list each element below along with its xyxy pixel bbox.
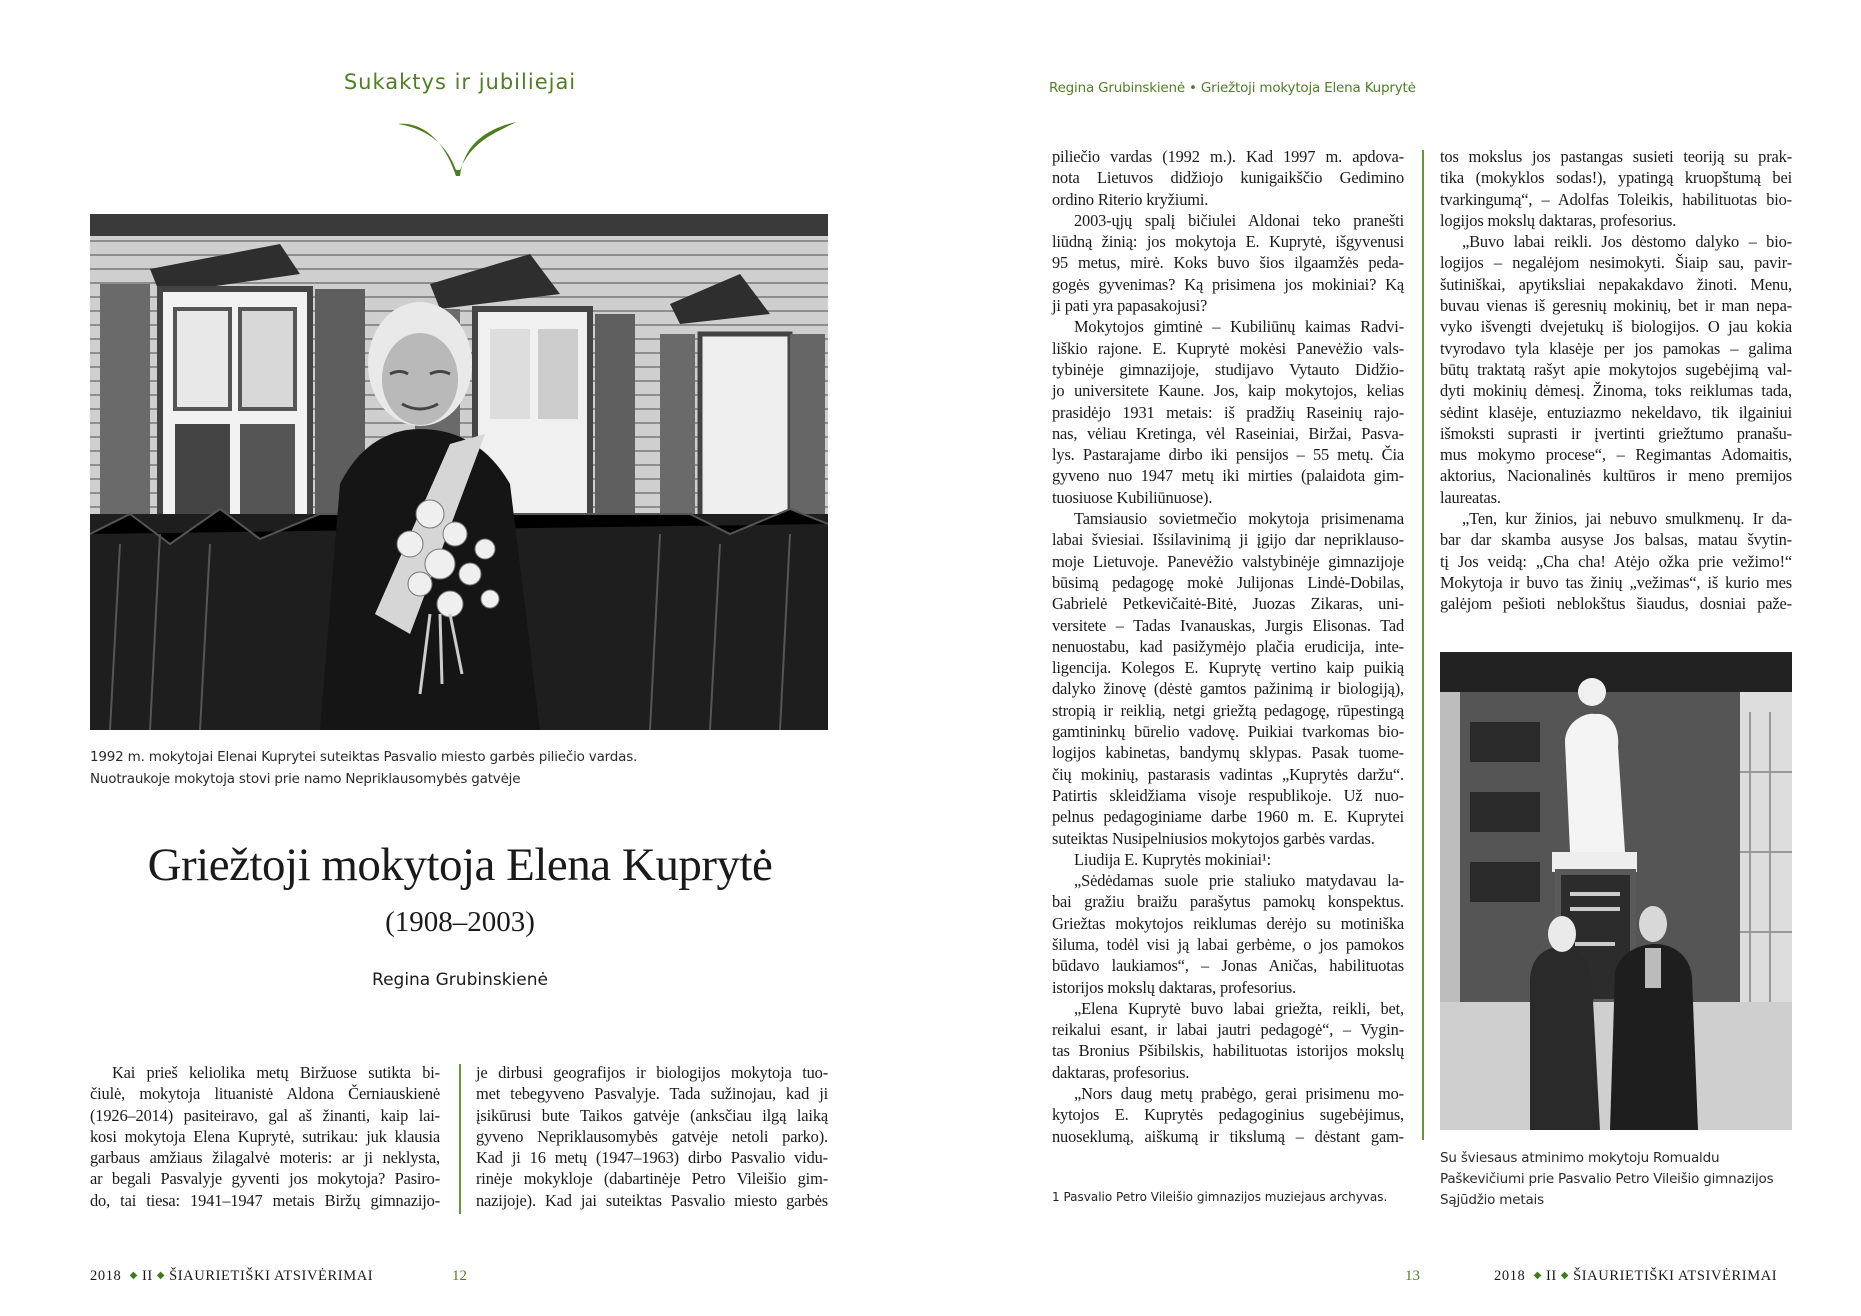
- text-line: čių mokinių, pastarasis vadintas „Kuprytės daržu“.: [1052, 764, 1404, 784]
- text-line: būtų traktatą rašyt apie mokytojos sugebėjimą val-: [1440, 359, 1792, 379]
- text-line: tika (mokyklos sodas!), ypatingą kruopštumą bei: [1440, 168, 1792, 188]
- caption-line: 1992 m. mokytojai Elenai Kuprytei suteiktas Pasvalio miesto garbės piliečio vardas.: [90, 749, 638, 765]
- text-line: liškio rajone. E. Kuprytė mokėsi Panevėžio vals-: [1052, 338, 1404, 358]
- text-line: ar begali Pasvalyje gyventi jos mokytoja? Pasiro-: [90, 1169, 440, 1189]
- text-line: „Buvo labai reikli. Jos dėstomo dalyko – bio-: [1462, 232, 1792, 252]
- text-line: laureatas.: [1440, 487, 1501, 507]
- column-rule: [459, 1064, 461, 1214]
- paragraph: [1052, 870, 1404, 998]
- text-line: nas, vėliau Kretinga, vėl Raseiniai, Biržai, Pasva-: [1052, 423, 1404, 443]
- text-line: suteiktas Nusipelniusios mokytojos garbės vardas.: [1052, 828, 1375, 848]
- text-line: bai gražiu braižu parašytus pamokų konspektus.: [1052, 892, 1404, 912]
- left-footer: [90, 1268, 373, 1285]
- paragraph: [1440, 231, 1792, 508]
- photo-teacher-with-flowers: [90, 214, 828, 730]
- text-line: istorijos mokslų daktaras, profesorius.: [1052, 977, 1297, 997]
- diamond-bullet-icon: ◆: [129, 1270, 138, 1281]
- text-line: Patirtis skleidžiama visoje respublikoje. Už nuo-: [1052, 785, 1404, 805]
- caption-line: Su šviesaus atminimo mokytoju Romualdu: [1440, 1150, 1720, 1166]
- text-line: „Nors daug metų prabėgo, gerai prisimenu mo-: [1074, 1084, 1404, 1104]
- text-line: nazijoje). Kad jai suteiktas Pasvalio miesto garbės: [476, 1190, 828, 1210]
- text-line: bar dar skamba ausyse Jos balsas, matau švytin-: [1440, 530, 1792, 550]
- text-line: nota Lietuvos didžiojo kunigaikščio Gedimino: [1052, 168, 1404, 188]
- text-line: tį Jos veidą: „Cha cha! Atėjo ožka prie vežimo!“: [1440, 551, 1792, 571]
- text-line: Mokytojos gimtinė – Kubiliūnų kaimas Radvi-: [1074, 317, 1404, 337]
- text-line: do, tai tiesa: 1941–1947 metais Biržų gimnazijo-: [90, 1190, 440, 1210]
- photo-caption: [90, 746, 637, 790]
- text-line: mus mokymo procese“, – Regimantas Adomaitis,: [1440, 445, 1792, 465]
- paragraph: [1440, 146, 1792, 231]
- text-line: versitete – Tadas Ivanauskas, Jurgis Elisonas. Tad: [1052, 615, 1404, 635]
- text-line: šiluma, todėl visi ją labai gerbėme, o jos pamokos: [1052, 934, 1404, 954]
- text-line: gyveno Nepriklausomybės gatvėje netoli parko).: [476, 1126, 828, 1146]
- text-line: tas Bronius Pšibilskis, habilituotas istorijos mokslų: [1052, 1041, 1404, 1061]
- text-line: jo universitete Kaune. Jos, kaip mokytojos, kelias: [1052, 381, 1404, 401]
- text-line: gyveno nuo 1947 metų iki mirties (palaidota gim-: [1052, 466, 1404, 486]
- text-line: šutiniškai, apytiksliai nepakakdavo žinoti. Menu,: [1440, 274, 1792, 294]
- text-line: daktaras, profesorius.: [1052, 1062, 1190, 1082]
- text-line: Kad ji 16 metų (1947–1963) dirbo Pasvalio vidu-: [476, 1148, 828, 1168]
- text-line: garbaus amžiaus žilagalvė moteris: ar ji neklysta,: [90, 1148, 440, 1168]
- footer-issue: II: [1545, 1268, 1557, 1284]
- footer-year: 2018: [90, 1268, 122, 1284]
- text-line: kytojos E. Kuprytės pedagoginius sugebėjimus,: [1052, 1105, 1404, 1125]
- text-line: nuoseklumą, aiškumą ir tikslumą – dėstant gam-: [1052, 1126, 1404, 1146]
- paragraph: [1052, 146, 1404, 210]
- text-line: stropią ir reiklią, netgi griežtą pedagogę, rūpestingą: [1052, 700, 1404, 720]
- paragraph: [1052, 210, 1404, 316]
- photo-teachers-at-monument: [1440, 652, 1792, 1130]
- text-line: 95 metus, mirė. Koks buvo šios ilgaamžės peda-: [1052, 253, 1404, 273]
- text-line: logijos kabinetas, bandymų sklypas. Pasak tuome-: [1052, 743, 1404, 763]
- text-line: sėdint klasėje, entuziazmo nekeldavo, tik ilgainiui: [1440, 402, 1792, 422]
- paragraph: [1052, 316, 1404, 508]
- text-line: būsimą pedagogę mokė Julijonas Lindė-Dobilas,: [1052, 572, 1404, 592]
- text-line: čiulė, mokytoja lituanistė Aldona Černiauskienė: [90, 1084, 440, 1104]
- text-line: būdavo laukiamos“, – Jonas Aničas, habilituotas: [1052, 956, 1404, 976]
- text-line: piliečio vardas (1992 m.). Kad 1997 m. apdova-: [1052, 147, 1404, 166]
- text-line: tuosiuose Kubiliūnuose).: [1052, 487, 1213, 507]
- running-head: Regina Grubinskienė • Griežtoji mokytoja Elena Kuprytė: [1049, 80, 1416, 96]
- text-line: įsikūrusi bute Taikos gatvėje (anksčiau ilgą laiką: [476, 1105, 828, 1125]
- text-line: 2003-ųjų spalį bičiulei Aldonai teko pranešti: [1074, 210, 1404, 230]
- text-line: labai šviesiai. Išsilavinimą ji įgijo dar nepriklauso-: [1052, 530, 1404, 550]
- text-line: (1926–2014) pasiteiravo, gal aš žinanti, kaip lai-: [90, 1105, 440, 1125]
- footnote: 1 Pasvalio Petro Vileišio gimnazijos muziejaus archyvas.: [1052, 1190, 1388, 1204]
- paragraph: [1052, 508, 1404, 849]
- text-line: Griežtas mokytojos reiklumas derėjo su motiniška: [1052, 913, 1404, 933]
- text-line: ligencija. Kolegos E. Kuprytę vertino kaip puikią: [1052, 658, 1404, 678]
- text-line: pelnus pedagoginiame darbe 1960 m. E. Kuprytei: [1052, 807, 1404, 827]
- text-line: met tebegyveno Pasvalyje. Tada sužinojau, kad ji: [476, 1084, 828, 1104]
- text-line: dyti mokinių dėmesį. Žinoma, toks reiklumas tada,: [1440, 381, 1792, 401]
- text-line: ordino Riterio kryžiumi.: [1052, 189, 1209, 209]
- text-line: tos mokslus jos pastangas susieti teoriją su prak-: [1440, 147, 1792, 166]
- text-line: logijos mokslų daktaras, profesorius.: [1440, 210, 1677, 230]
- footer-journal: ŠIAURIETIŠKI ATSIVĖRIMAI: [169, 1268, 374, 1284]
- right-footer: [1494, 1268, 1777, 1285]
- text-line: išmoksti suprasti ir įvertinti griežtumo pranašu-: [1440, 423, 1792, 443]
- caption-line: Nuotraukoje mokytoja stovi prie namo Nepriklausomybės gatvėje: [90, 771, 521, 787]
- caption-line: Sąjūdžio metais: [1440, 1192, 1544, 1208]
- text-line: moje Lietuvoje. Panevėžio valstybinėje gimnazijoje: [1052, 551, 1404, 571]
- diamond-bullet-icon: ◆: [1533, 1270, 1542, 1281]
- paragraph: [476, 1062, 828, 1211]
- article-author: Regina Grubinskienė: [372, 970, 548, 990]
- paragraph: [1440, 508, 1792, 614]
- text-line: „Ten, kur žinios, jai nebuvo smulkmenų. Ir da-: [1462, 509, 1792, 529]
- text-line: gogės gyvenimas? Ką prisimena jos mokiniai? Ką: [1052, 274, 1404, 294]
- paragraph: [1052, 1083, 1404, 1147]
- caption-line: Paškevičiumi prie Pasvalio Petro Vileišio gimnazijos: [1440, 1171, 1774, 1187]
- text-line: Gabrielė Petkevičaitė-Bitė, Juozas Zikaras, uni-: [1052, 594, 1404, 614]
- text-line: gamtininkų būrelio vadovę. Puikiai tvarkomas bio-: [1052, 722, 1404, 742]
- left-body-column-1: [90, 1062, 440, 1211]
- photo-caption: [1440, 1148, 1773, 1211]
- text-line: liūdną žinią: jos mokytoja E. Kuprytė, išgyvenusi: [1052, 232, 1404, 252]
- text-line: Liudija E. Kuprytės mokiniai¹:: [1074, 849, 1272, 869]
- text-line: dalyko žinovę (dėstė gamtos pažinimą ir biologiją),: [1052, 679, 1404, 699]
- article-dates: (1908–2003): [385, 906, 535, 938]
- text-line: buvau vienas iš geresnių mokinių, bet ir man nepa-: [1440, 296, 1792, 316]
- text-line: tvyrodavo tyla klasėje per jos pamokas – galima: [1440, 338, 1792, 358]
- diamond-bullet-icon: ◆: [1560, 1270, 1570, 1281]
- right-body-column-2: [1440, 146, 1792, 615]
- text-line: tvarkingumą“, – Adolfas Toleikis, habilituotas bio-: [1440, 189, 1792, 209]
- diamond-bullet-icon: ◆: [156, 1270, 166, 1281]
- text-line: vyko išvengti dvejetukų iš biologijos. O jau kokia: [1440, 317, 1792, 337]
- text-line: rinėje mokykloje (dabartinėje Petro Vileišio gim-: [476, 1169, 828, 1189]
- text-line: reikalui esant, ir labai jautri pedagogė“, – Vygin-: [1052, 1020, 1404, 1040]
- article-title: Griežtoji mokytoja Elena Kuprytė: [147, 839, 773, 891]
- paragraph: [1052, 998, 1404, 1083]
- paragraph: [1052, 849, 1404, 870]
- column-rule: [1422, 150, 1424, 1140]
- leaf-v-logo-icon: [398, 120, 518, 178]
- right-body-column-1: [1052, 146, 1404, 1147]
- text-line: logijos – negalėjom nesimokyti. Šiaip sau, pavir-: [1440, 253, 1792, 273]
- text-line: prasidėjo 1931 metais: iš pradžių Raseinių rajo-: [1052, 402, 1404, 422]
- page-number-left: 12: [452, 1268, 467, 1284]
- text-line: nenuostabu, kad pasižymėjo plačia erudicija, inte-: [1052, 636, 1404, 656]
- section-title: Sukaktys ir jubiliejai: [343, 70, 577, 94]
- text-line: je dirbusi geografijos ir biologijos mokytoja tuo-: [476, 1063, 828, 1082]
- footer-issue: II: [141, 1268, 153, 1284]
- text-line: Mokytoja ir buvo tas žinių „vežimas“, iš kurio mes: [1440, 572, 1792, 592]
- text-line: „Elena Kuprytė buvo labai griežta, reikli, bet,: [1074, 998, 1404, 1018]
- page-number-right: 13: [1405, 1268, 1420, 1284]
- text-line: aktorius, Nacionalinės kultūros ir meno premijos: [1440, 466, 1792, 486]
- text-line: tybinėje gimnazijoje, studijavo Vytauto Didžio-: [1052, 359, 1404, 379]
- text-line: ji pati yra papasakojusi?: [1052, 296, 1208, 316]
- footer-journal: ŠIAURIETIŠKI ATSIVĖRIMAI: [1573, 1268, 1778, 1284]
- footer-year: 2018: [1494, 1268, 1526, 1284]
- text-line: kosi mokytoja Elena Kuprytė, sutrikau: juk klausia: [90, 1126, 440, 1146]
- text-line: lys. Pastarajame dirbo iki pensijos – 55 metų. Čia: [1052, 445, 1404, 465]
- left-body-column-2: [476, 1062, 828, 1211]
- text-line: galėjom pešioti neblokštus šiaudus, dosniai paže-: [1440, 594, 1792, 614]
- text-line: Kai prieš keliolika metų Biržuose sutikta bi-: [112, 1063, 440, 1082]
- text-line: „Sėdėdamas suole prie staliuko matydavau la-: [1074, 871, 1404, 891]
- paragraph: [90, 1062, 440, 1211]
- text-line: Tamsiausio sovietmečio mokytoja prisimenama: [1074, 509, 1404, 529]
